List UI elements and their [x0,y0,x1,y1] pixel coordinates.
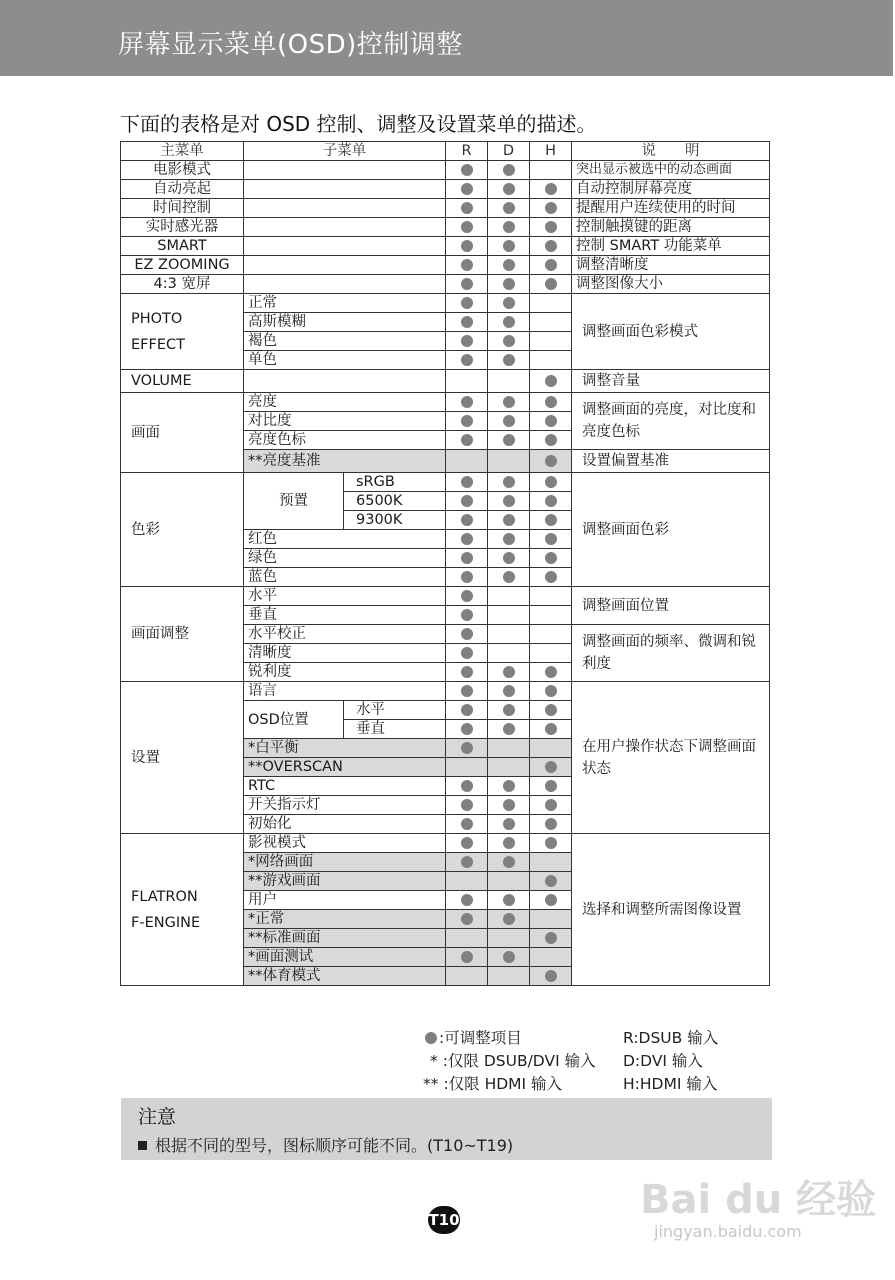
legend-adjustable-text: :可调整项目 [439,1029,522,1047]
legend-dsub-dvi-mark: * [430,1052,438,1070]
desc-photo-effect: 调整画面色彩模式 [572,294,770,370]
desc-auto-bright: 自动控制屏幕亮度 [572,180,770,199]
submenu-item: 垂直 [344,720,446,739]
col-header-sub: 子菜单 [244,142,446,161]
adjustable-dot-icon [545,818,557,830]
submenu-item: 水平 [244,587,446,606]
adjustable-dot-icon [461,799,473,811]
submenu-item: 对比度 [244,412,446,431]
main-menu-smart: SMART [121,237,244,256]
adjustable-dot-icon [545,666,557,678]
adjustable-dot-icon [503,415,515,427]
adjustable-dot-icon [461,415,473,427]
note-title: 注意 [138,1106,177,1128]
legend-hdmi [423,1072,562,1094]
adjustable-dot-icon [461,704,473,716]
adjustable-dot-icon [461,221,473,233]
main-menu-picture: 画面 [121,393,244,473]
adjustable-dot-icon [545,375,557,387]
main-menu-volume: VOLUME [121,370,244,393]
adjustable-dot-icon [461,742,473,754]
adjustable-dot-icon [503,476,515,488]
main-menu-time-control: 时间控制 [121,199,244,218]
submenu-item: **OVERSCAN [244,758,446,777]
adjustable-dot-icon [503,316,515,328]
adjustable-dot-icon [461,647,473,659]
submenu-item: 高斯模糊 [244,313,446,332]
desc-picture: 调整画面的亮度，对比度和亮度色标 [572,393,770,450]
adjustable-dot-icon [503,799,515,811]
adjustable-dot-icon [461,164,473,176]
legend-dsub-dvi-text: :仅限 DSUB/DVI 输入 [442,1052,596,1070]
adjustable-dot-icon [503,202,515,214]
adjustable-dot-icon [503,183,515,195]
watermark-url: jingyan.baidu.com [654,1222,802,1241]
adjustable-dot-icon [545,533,557,545]
desc-picture-frequency: 调整画面的频率、微调和锐利度 [572,625,770,682]
adjustable-dot-icon [545,455,557,467]
main-menu-setup: 设置 [121,682,244,834]
main-menu-ez-zooming: EZ ZOOMING [121,256,244,275]
main-menu-aspect: 4:3 宽屏 [121,275,244,294]
table-row [121,393,770,412]
submenu-item: 正常 [244,294,446,313]
table-row [121,275,770,294]
submenu-osd-position: OSD位置 [244,701,344,739]
adjustable-dot-icon [545,259,557,271]
adjustable-dot-icon [461,495,473,507]
desc-color: 调整画面色彩 [572,473,770,587]
legend-dot-icon [425,1032,437,1044]
adjustable-dot-icon [461,434,473,446]
adjustable-dot-icon [503,780,515,792]
adjustable-dot-icon [503,354,515,366]
adjustable-dot-icon [545,799,557,811]
main-menu-color: 色彩 [121,473,244,587]
submenu-item: 蓝色 [244,568,446,587]
adjustable-dot-icon [461,628,473,640]
page-number-badge: T10 [428,1206,460,1234]
bullet-square-icon [138,1141,147,1150]
adjustable-dot-icon [545,514,557,526]
adjustable-dot-icon [545,894,557,906]
adjustable-dot-icon [503,297,515,309]
adjustable-dot-icon [503,685,515,697]
adjustable-dot-icon [503,533,515,545]
submenu-item: *正常 [244,910,446,929]
submenu-item: 褐色 [244,332,446,351]
desc-ez-zooming: 调整清晰度 [572,256,770,275]
legend-adjustable [425,1026,522,1048]
adjustable-dot-icon [461,278,473,290]
submenu-item: RTC [244,777,446,796]
submenu-item: 影视模式 [244,834,446,853]
adjustable-dot-icon [461,913,473,925]
adjustable-dot-icon [461,514,473,526]
adjustable-dot-icon [461,354,473,366]
submenu-item: sRGB [344,473,446,492]
submenu-item: *白平衡 [244,739,446,758]
adjustable-dot-icon [503,951,515,963]
note-text-line [138,1133,513,1156]
submenu-item: 用户 [244,891,446,910]
main-menu-auto-bright: 自动亮起 [121,180,244,199]
col-header-main: 主菜单 [121,142,244,161]
submenu-item: 清晰度 [244,644,446,663]
adjustable-dot-icon [461,818,473,830]
desc-picture-offset: 设置偏置基准 [572,450,770,473]
adjustable-dot-icon [461,571,473,583]
submenu-item: 单色 [244,351,446,370]
submenu-item: 红色 [244,530,446,549]
table-row [121,682,770,701]
adjustable-dot-icon [545,970,557,982]
adjustable-dot-icon [545,278,557,290]
adjustable-dot-icon [545,240,557,252]
adjustable-dot-icon [461,837,473,849]
col-header-r: R [446,142,488,161]
adjustable-dot-icon [503,396,515,408]
submenu-item: 绿色 [244,549,446,568]
table-header-row [121,142,770,161]
adjustable-dot-icon [461,316,473,328]
note-text: 根据不同的型号，图标顺序可能不同。(T10~T19) [155,1136,514,1155]
adjustable-dot-icon [461,183,473,195]
desc-aspect: 调整图像大小 [572,275,770,294]
adjustable-dot-icon [461,894,473,906]
submenu-item: *网络画面 [244,853,446,872]
desc-flatron: 选择和调整所需图像设置 [572,834,770,986]
table-row [121,587,770,606]
legend-r: R:DSUB 输入 [623,1029,719,1047]
legend-h: H:HDMI 输入 [623,1075,718,1093]
submenu-item: **体育模式 [244,967,446,986]
page-title: 屏幕显示菜单(OSD)控制调整 [118,30,463,60]
col-header-desc: 说 明 [572,142,770,161]
table-row [121,473,770,492]
adjustable-dot-icon [503,894,515,906]
adjustable-dot-icon [503,434,515,446]
adjustable-dot-icon [461,552,473,564]
submenu-item: 开关指示灯 [244,796,446,815]
submenu-item: 初始化 [244,815,446,834]
adjustable-dot-icon [503,164,515,176]
adjustable-dot-icon [461,533,473,545]
table-row [121,180,770,199]
submenu-item: 亮度色标 [244,431,446,450]
adjustable-dot-icon [461,335,473,347]
submenu-item: *画面测试 [244,948,446,967]
adjustable-dot-icon [503,818,515,830]
main-menu-picture-adjust: 画面调整 [121,587,244,682]
adjustable-dot-icon [461,951,473,963]
adjustable-dot-icon [461,202,473,214]
adjustable-dot-icon [503,495,515,507]
legend-d: D:DVI 输入 [623,1052,703,1070]
adjustable-dot-icon [503,723,515,735]
adjustable-dot-icon [545,495,557,507]
desc-movie-mode: 突出显示被选中的动态画面 [572,161,770,180]
desc-picture-position: 调整画面位置 [572,587,770,625]
adjustable-dot-icon [545,875,557,887]
adjustable-dot-icon [545,761,557,773]
adjustable-dot-icon [545,685,557,697]
adjustable-dot-icon [545,476,557,488]
adjustable-dot-icon [503,278,515,290]
adjustable-dot-icon [503,552,515,564]
submenu-item: **标准画面 [244,929,446,948]
legend-dsub-dvi [430,1049,596,1071]
adjustable-dot-icon [503,704,515,716]
submenu-item: 语言 [244,682,446,701]
table-row [121,370,770,393]
adjustable-dot-icon [461,240,473,252]
adjustable-dot-icon [545,932,557,944]
col-header-h: H [530,142,572,161]
adjustable-dot-icon [503,335,515,347]
adjustable-dot-icon [461,476,473,488]
osd-menu-table [120,141,770,986]
submenu-item: 垂直 [244,606,446,625]
adjustable-dot-icon [461,297,473,309]
adjustable-dot-icon [545,221,557,233]
submenu-item: 9300K [344,511,446,530]
submenu-item: **游戏画面 [244,872,446,891]
table-row [121,294,770,313]
col-header-d: D [488,142,530,161]
main-menu-sensor: 实时感光器 [121,218,244,237]
legend-hdmi-text: :仅限 HDMI 输入 [443,1075,563,1093]
desc-time-control: 提醒用户连续使用的时间 [572,199,770,218]
adjustable-dot-icon [461,609,473,621]
adjustable-dot-icon [461,856,473,868]
table-row [121,199,770,218]
main-menu-photo-effect: PHOTO EFFECT [121,294,244,370]
desc-sensor: 控制触摸键的距离 [572,218,770,237]
adjustable-dot-icon [545,552,557,564]
adjustable-dot-icon [545,434,557,446]
submenu-item: 锐利度 [244,663,446,682]
submenu-item: 亮度 [244,393,446,412]
adjustable-dot-icon [545,183,557,195]
adjustable-dot-icon [545,723,557,735]
adjustable-dot-icon [545,837,557,849]
adjustable-dot-icon [461,259,473,271]
table-row [121,218,770,237]
main-menu-movie-mode: 电影模式 [121,161,244,180]
adjustable-dot-icon [503,259,515,271]
submenu-item: **亮度基准 [244,450,446,473]
adjustable-dot-icon [545,202,557,214]
desc-volume: 调整音量 [572,370,770,393]
adjustable-dot-icon [503,240,515,252]
adjustable-dot-icon [461,666,473,678]
submenu-item: 水平校正 [244,625,446,644]
adjustable-dot-icon [461,780,473,792]
adjustable-dot-icon [545,415,557,427]
submenu-item: 水平 [344,701,446,720]
adjustable-dot-icon [503,856,515,868]
desc-smart: 控制 SMART 功能菜单 [572,237,770,256]
adjustable-dot-icon [503,913,515,925]
adjustable-dot-icon [503,514,515,526]
table-row [121,256,770,275]
adjustable-dot-icon [545,571,557,583]
legend-hdmi-mark: ** [423,1075,439,1093]
adjustable-dot-icon [461,396,473,408]
adjustable-dot-icon [461,685,473,697]
adjustable-dot-icon [461,590,473,602]
note-box [121,1098,772,1160]
adjustable-dot-icon [503,221,515,233]
table-row [121,237,770,256]
adjustable-dot-icon [503,571,515,583]
adjustable-dot-icon [545,780,557,792]
adjustable-dot-icon [545,396,557,408]
adjustable-dot-icon [503,666,515,678]
adjustable-dot-icon [503,837,515,849]
adjustable-dot-icon [545,704,557,716]
submenu-item: 6500K [344,492,446,511]
table-row [121,834,770,853]
desc-setup: 在用户操作状态下调整画面状态 [572,682,770,834]
submenu-preset: 预置 [244,473,344,530]
adjustable-dot-icon [461,723,473,735]
table-row [121,161,770,180]
main-menu-flatron: FLATRON F-ENGINE [121,834,244,986]
watermark-logo: Bai du 经验 [640,1177,877,1223]
intro-text: 下面的表格是对 OSD 控制、调整及设置菜单的描述。 [120,112,597,136]
